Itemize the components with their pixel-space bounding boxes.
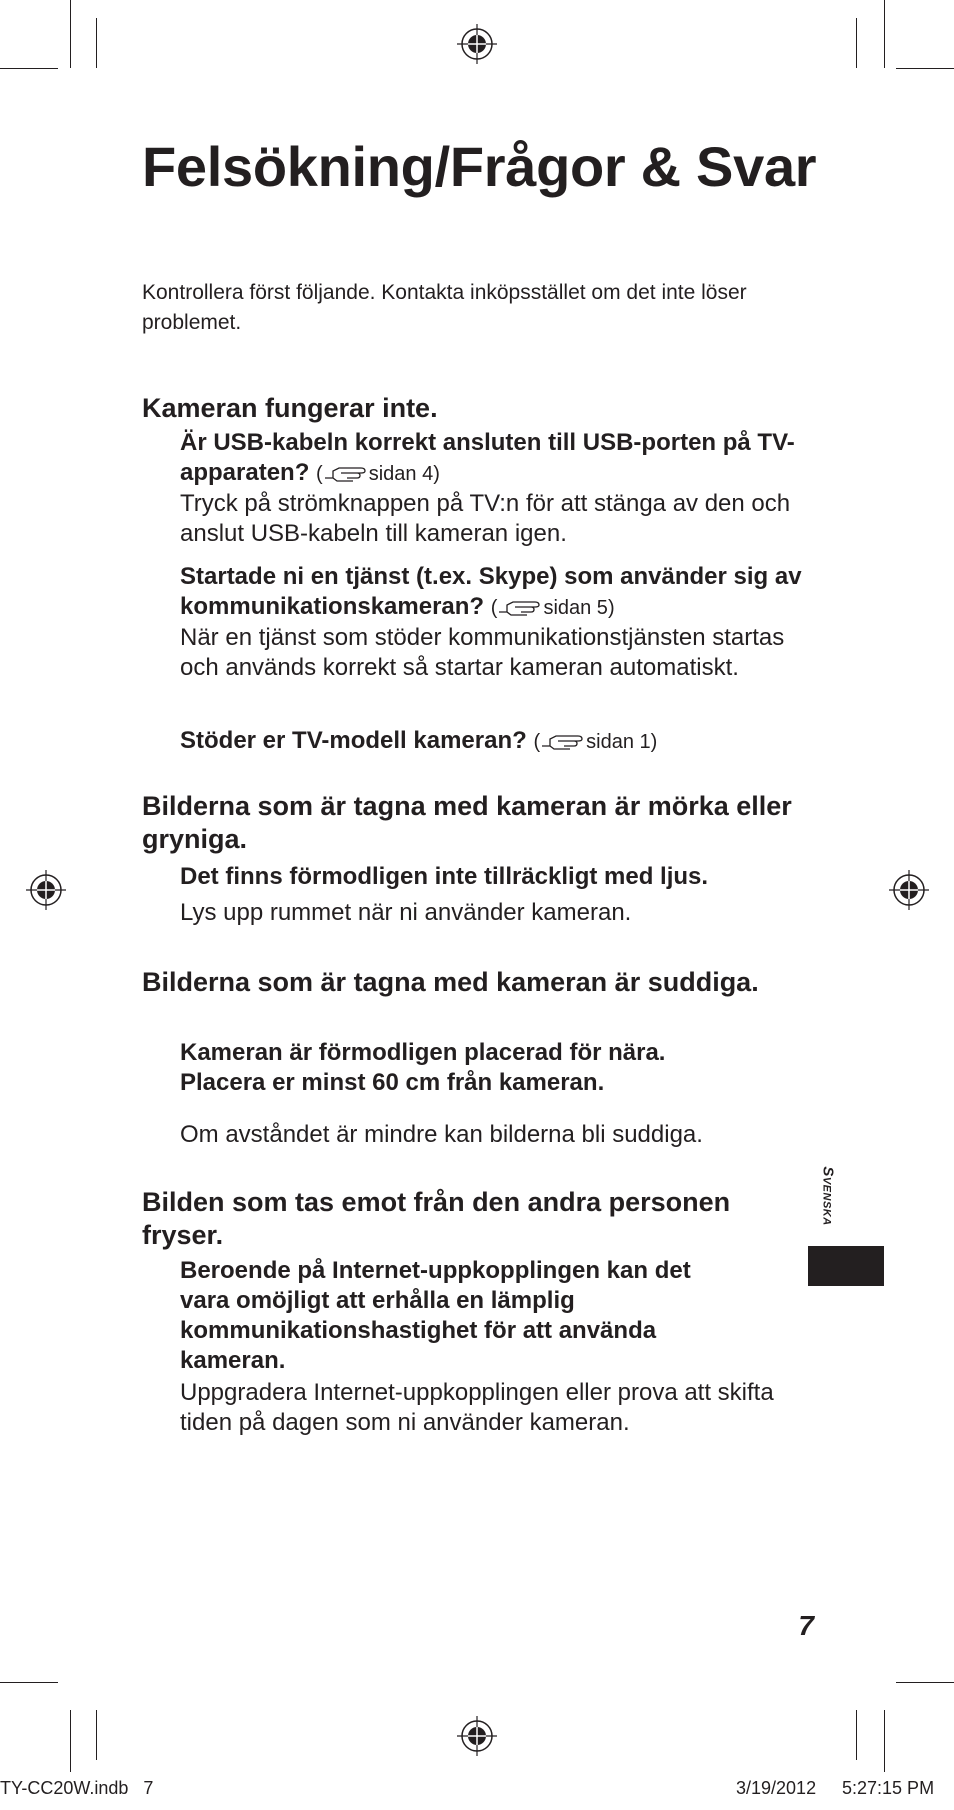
- question-heading: Kameran fungerar inte.: [142, 393, 438, 423]
- crop-mark: [70, 0, 71, 68]
- footer-file: TY-CC20W.indb 7: [0, 1778, 154, 1798]
- check-item: [180, 726, 820, 757]
- crop-mark: [856, 1710, 857, 1760]
- check-text: Stöder er TV-modell kameran? ( sidan 1): [180, 727, 658, 754]
- crop-mark: [70, 1710, 71, 1772]
- check-item: [180, 428, 820, 549]
- registration-mark-icon: [26, 870, 66, 910]
- crop-mark: [884, 0, 885, 68]
- answer-text: När en tjänst som stöder kommunikationstjänsten startas och används korrekt så startar kameran automatiskt.: [180, 624, 785, 681]
- pointing-hand-icon: [497, 597, 543, 617]
- pointing-hand-icon: [540, 731, 586, 751]
- check-text: Kameran är förmodligen placerad för nära. Placera er minst 60 cm från kameran.: [180, 1039, 666, 1096]
- question-heading: Bilden som tas emot från den andra personen fryser.: [142, 1187, 731, 1250]
- crop-mark: [96, 18, 97, 68]
- registration-mark-icon: [457, 24, 497, 64]
- page-reference: ( sidan 5): [490, 597, 615, 619]
- check-item: [180, 1256, 820, 1438]
- crop-mark: [896, 1682, 954, 1683]
- intro-text: Kontrollera först följande. Kontakta inköpsstället om det inte löser problemet.: [142, 281, 747, 334]
- check-item: [180, 1038, 820, 1150]
- crop-mark: [0, 1682, 58, 1683]
- crop-mark: [96, 1710, 97, 1760]
- check-text: Är USB-kabeln korrekt ansluten till USB-porten på TV-apparaten? ( sidan 4): [180, 429, 795, 486]
- check-item: [180, 862, 820, 928]
- check-text: Beroende på Internet-uppkopplingen kan det vara omöjligt att erhålla en lämplig kommunikationshastighet för att använda kameran.: [180, 1257, 691, 1374]
- crop-mark: [896, 68, 954, 69]
- footer-time: 5:27:15 PM: [842, 1778, 935, 1798]
- question-heading: Bilderna som är tagna med kameran är mörka eller gryniga.: [142, 791, 792, 854]
- answer-text: Uppgradera Internet-uppkopplingen eller prova att skifta tiden på dagen som ni använder kameran.: [180, 1379, 774, 1436]
- crop-mark: [0, 68, 58, 69]
- answer-text: Om avståndet är mindre kan bilderna bli suddiga.: [180, 1121, 703, 1148]
- answer-text: Lys upp rummet när ni använder kameran.: [180, 899, 632, 926]
- crop-mark: [856, 18, 857, 68]
- crop-mark: [884, 1710, 885, 1772]
- page-title: Felsökning/Frågor & Svar: [142, 135, 817, 198]
- registration-mark-icon: [889, 870, 929, 910]
- answer-text: Tryck på strömknappen på TV:n för att stänga av den och anslut USB-kabeln till kameran igen.: [180, 490, 791, 547]
- check-text: Det finns förmodligen inte tillräckligt med ljus.: [180, 863, 709, 890]
- footer-date: 3/19/2012: [736, 1778, 817, 1798]
- page-number: 7: [798, 1610, 814, 1641]
- page-reference: ( sidan 4): [316, 463, 440, 485]
- language-tab: [808, 1152, 848, 1240]
- page-reference: ( sidan 1): [533, 731, 658, 753]
- language-tab-label: Svenska: [819, 1166, 837, 1226]
- language-tab-bar: [808, 1246, 884, 1286]
- check-text: Startade ni en tjänst (t.ex. Skype) som använder sig av kommunikationskameran? ( sidan 5): [180, 563, 802, 620]
- check-item: [180, 562, 820, 683]
- question-heading: Bilderna som är tagna med kameran är suddiga.: [142, 967, 759, 997]
- registration-mark-icon: [457, 1716, 497, 1756]
- pointing-hand-icon: [323, 463, 369, 483]
